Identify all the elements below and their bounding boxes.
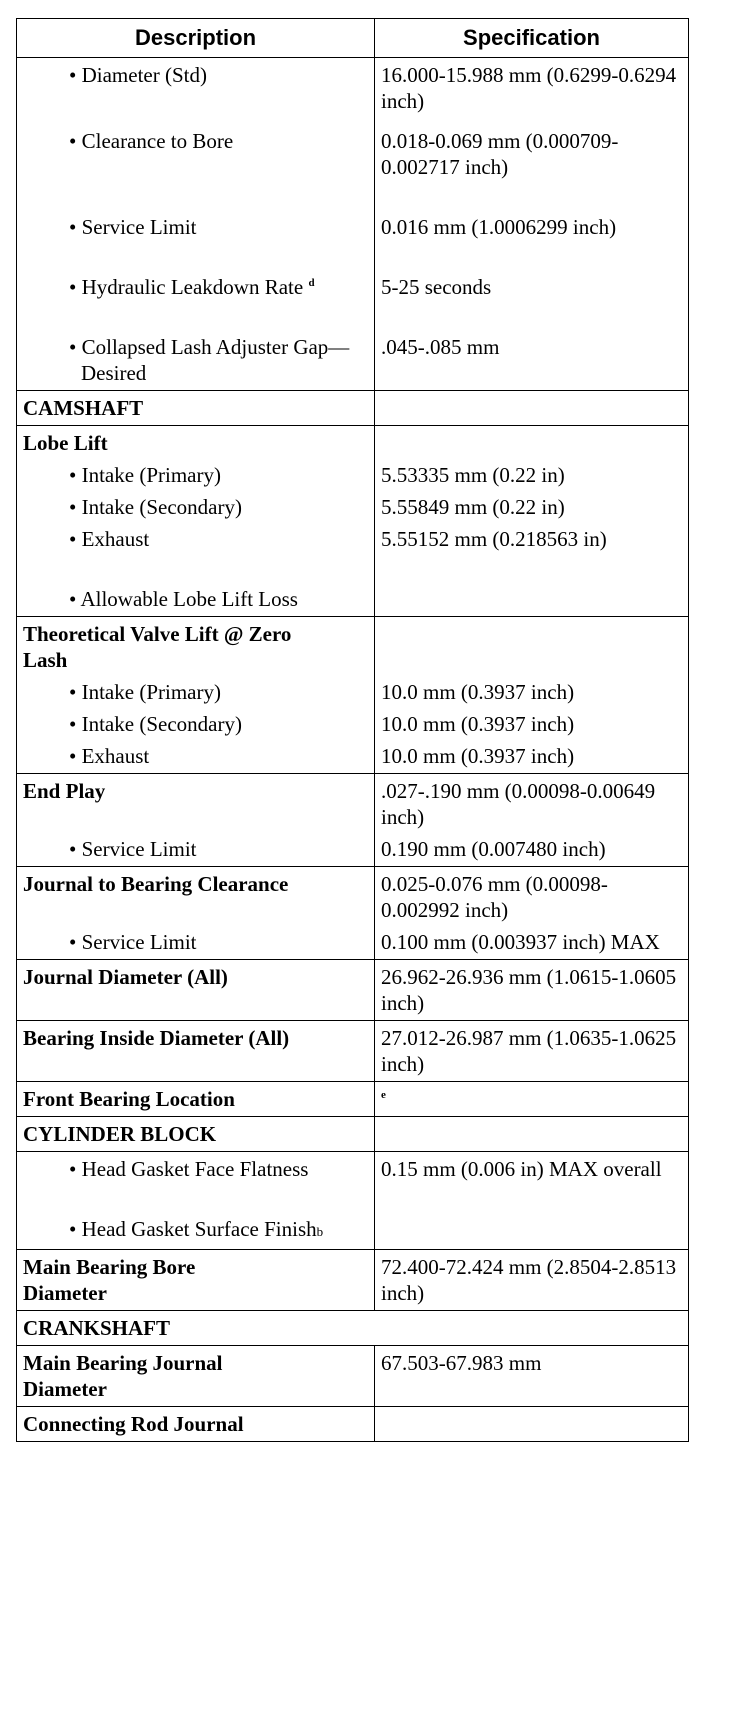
front-bearing-title: Front Bearing Location (17, 1082, 375, 1117)
footnote-b: b (316, 1224, 324, 1239)
description-cell (17, 867, 375, 960)
valve-lift-title: Theoretical Valve Lift @ Zero Lash (23, 622, 292, 672)
header-row (17, 19, 689, 58)
clearance-spec: 0.018-0.069 mm (0.000709-0.002717 inch) (381, 129, 619, 179)
description-cell (17, 58, 375, 391)
clearance-label: • Clearance to Bore (69, 129, 234, 153)
journal-clearance-spec: 0.025-0.076 mm (0.00098-0.002992 inch) (381, 872, 608, 922)
footnote-d: d (308, 277, 315, 289)
description-cell (17, 1152, 375, 1250)
specification-cell (375, 426, 689, 617)
end-play-service-label: • Service Limit (69, 837, 197, 861)
leakdown-text: • Hydraulic Leakdown Rate (69, 275, 304, 299)
table-row (17, 1021, 689, 1082)
specification-cell (375, 617, 689, 774)
valve-intake-primary-spec: 10.0 mm (0.3937 inch) (381, 680, 575, 704)
specification-cell (375, 1082, 689, 1117)
lobe-intake-secondary-spec: 5.55849 mm (0.22 in) (381, 495, 565, 519)
bearing-inside-spec: 27.012-26.987 mm (1.0635-1.0625 inch) (375, 1021, 689, 1082)
specification-header: Specification (375, 19, 689, 58)
crankshaft-section-title: CRANKSHAFT (17, 1311, 689, 1346)
table-row (17, 1250, 689, 1311)
table-row (17, 1152, 689, 1250)
journal-diameter-title: Journal Diameter (All) (17, 960, 375, 1021)
description-cell (17, 426, 375, 617)
lobe-intake-primary-spec: 5.53335 mm (0.22 in) (381, 463, 565, 487)
diameter-spec: 16.000-15.988 mm (0.6299-0.6294 inch) (381, 63, 677, 113)
main-journal-title: Main Bearing Journal Diameter (17, 1346, 375, 1407)
lash-gap-label: • Collapsed Lash Adjuster Gap—Desired (69, 335, 350, 385)
table-row (17, 960, 689, 1021)
table-row (17, 1082, 689, 1117)
lobe-exhaust-label: • Exhaust (69, 527, 150, 551)
lash-gap-spec: .045-.085 mm (381, 335, 500, 359)
description-cell (17, 774, 375, 867)
specification-cell (375, 867, 689, 960)
finish-text: • Head Gasket Surface Finish (69, 1217, 317, 1241)
leakdown-spec: 5-25 seconds (381, 275, 492, 299)
service-limit-spec: 0.016 mm (1.0006299 inch) (381, 215, 617, 239)
table-row (17, 867, 689, 960)
journal-diameter-spec: 26.962-26.936 mm (1.0615-1.0605 inch) (375, 960, 689, 1021)
valve-intake-secondary-spec: 10.0 mm (0.3937 inch) (381, 712, 575, 736)
specification-cell (375, 58, 689, 391)
table-row (17, 617, 689, 774)
bearing-inside-title: Bearing Inside Diameter (All) (17, 1021, 375, 1082)
main-bore-spec: 72.400-72.424 mm (2.8504-2.8513 inch) (375, 1250, 689, 1311)
allowable-loss-label: • Allowable Lobe Lift Loss (69, 587, 298, 611)
diameter-label: • Diameter (Std) (69, 63, 207, 87)
service-limit-label: • Service Limit (69, 215, 197, 239)
spacer (381, 430, 682, 456)
valve-intake-secondary-label: • Intake (Secondary) (69, 712, 242, 736)
finish-label (23, 1216, 368, 1245)
end-play-title: End Play (23, 779, 106, 803)
spacer (381, 621, 682, 673)
section-row (17, 1117, 689, 1152)
description-header: Description (17, 19, 375, 58)
end-play-spec: .027-.190 mm (0.00098-0.00649 inch) (381, 779, 656, 829)
flatness-spec: 0.15 mm (0.006 in) MAX overall (375, 1152, 689, 1250)
table-row (17, 426, 689, 617)
table-row (17, 1346, 689, 1407)
section-row (17, 391, 689, 426)
empty-cell (375, 1117, 689, 1152)
spec-table (16, 18, 689, 1442)
lobe-lift-title: Lobe Lift (23, 431, 108, 455)
leakdown-label (23, 274, 368, 326)
empty-cell (375, 391, 689, 426)
lobe-exhaust-spec: 5.55152 mm (0.218563 in) (381, 527, 607, 551)
camshaft-section-title: CAMSHAFT (17, 391, 375, 426)
section-row (17, 1311, 689, 1346)
journal-service-spec: 0.100 mm (0.003937 inch) MAX (381, 930, 660, 954)
lobe-intake-secondary-label: • Intake (Secondary) (69, 495, 242, 519)
table-row (17, 58, 689, 391)
journal-service-label: • Service Limit (69, 930, 197, 954)
rod-journal-title: Connecting Rod Journal (17, 1407, 375, 1442)
table-row (17, 774, 689, 867)
end-play-service-spec: 0.190 mm (0.007480 inch) (381, 837, 606, 861)
empty-cell (375, 1407, 689, 1442)
flatness-label: • Head Gasket Face Flatness (69, 1157, 309, 1181)
valve-intake-primary-label: • Intake (Primary) (69, 680, 221, 704)
cylinder-block-section-title: CYLINDER BLOCK (17, 1117, 375, 1152)
main-bore-title: Main Bearing Bore Diameter (17, 1250, 375, 1311)
specification-cell (375, 774, 689, 867)
main-journal-spec: 67.503-67.983 mm (375, 1346, 689, 1407)
description-cell (17, 617, 375, 774)
footnote-e: e (381, 1089, 386, 1101)
lobe-intake-primary-label: • Intake (Primary) (69, 463, 221, 487)
valve-exhaust-label: • Exhaust (69, 744, 150, 768)
table-row (17, 1407, 689, 1442)
journal-clearance-title: Journal to Bearing Clearance (23, 872, 289, 896)
valve-exhaust-spec: 10.0 mm (0.3937 inch) (381, 744, 575, 768)
